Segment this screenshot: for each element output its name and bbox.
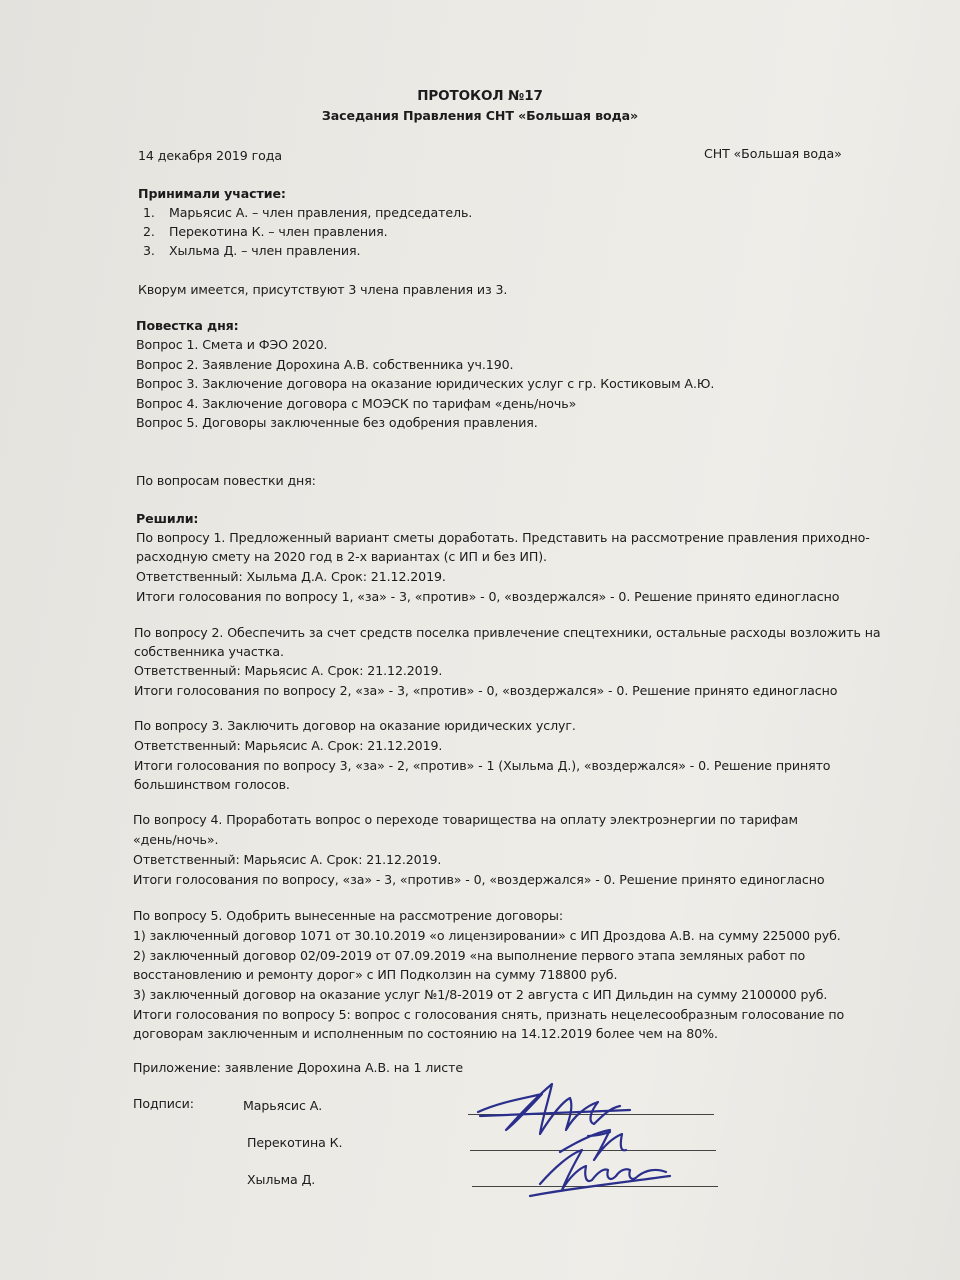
list-number: 3. — [143, 243, 155, 258]
decision-q1-line: расходную смету на 2020 год в 2-х вариантах (с ИП и без ИП). — [136, 549, 547, 564]
decision-q5-contract: 3) заключенный договор на оказание услуг №1/8-2019 от 2 августа с ИП Дильдин на сумму 2100000 руб. — [133, 987, 828, 1002]
participant-item — [143, 243, 360, 258]
participants-heading: Принимали участие: — [138, 186, 286, 201]
agenda-heading: Повестка дня: — [136, 318, 239, 333]
decision-q5-contract: восстановлению и ремонту дорог» с ИП Подколзин на сумму 718800 руб. — [133, 967, 618, 982]
decision-q2-line: собственника участка. — [134, 644, 284, 659]
participant-text: Хыльма Д. – член правления. — [169, 243, 361, 258]
document-subtitle: Заседания Правления СНТ «Большая вода» — [321, 108, 639, 123]
decision-q5-contract: 1) заключенный договор 1071 от 30.10.2019 «о лицензировании» с ИП Дроздова А.В. на сумму 225000 руб. — [133, 928, 841, 943]
agenda-intro: По вопросам повестки дня: — [136, 473, 316, 488]
decision-q2-responsible: Ответственный: Марьясис А. Срок: 21.12.2019. — [134, 663, 443, 678]
decision-q2-line: По вопросу 2. Обеспечить за счет средств поселка привлечение спецтехники, остальные расходы возложить на — [134, 625, 881, 640]
signatory-name: Хыльма Д. — [247, 1172, 316, 1187]
participant-item — [143, 224, 388, 239]
decision-q4-vote: Итоги голосования по вопросу, «за» - 3, «против» - 0, «воздержался» - 0. Решение принято единогласно — [133, 872, 825, 887]
decision-q5-vote: Итоги голосования по вопросу 5: вопрос с голосования снять, признать нецелесообразным голосование по — [133, 1007, 845, 1022]
decision-q3-vote: большинством голосов. — [134, 777, 290, 792]
decision-q5-line: По вопросу 5. Одобрить вынесенные на рассмотрение договоры: — [133, 908, 563, 923]
handwritten-signatures — [470, 1072, 720, 1212]
agenda-item: Вопрос 1. Смета и ФЭО 2020. — [136, 337, 328, 352]
quorum-text: Кворум имеется, присутствуют 3 члена правления из 3. — [138, 282, 508, 297]
list-number: 2. — [143, 224, 155, 239]
decision-q5-contract: 2) заключенный договор 02/09-2019 от 07.09.2019 «на выполнение первого этапа земляных работ по — [133, 948, 806, 963]
decisions-heading: Решили: — [136, 511, 199, 526]
decision-q3-vote: Итоги голосования по вопросу 3, «за» - 2, «против» - 1 (Хыльма Д.), «воздержался» - 0. Решение принято — [134, 758, 831, 773]
signatory-name: Марьясис А. — [243, 1098, 323, 1113]
decision-q3-responsible: Ответственный: Марьясис А. Срок: 21.12.2019. — [134, 738, 443, 753]
agenda-item: Вопрос 4. Заключение договора с МОЭСК по тарифам «день/ночь» — [136, 396, 577, 411]
agenda-item: Вопрос 5. Договоры заключенные без одобрения правления. — [136, 415, 538, 430]
decision-q1-line: По вопросу 1. Предложенный вариант сметы доработать. Представить на рассмотрение правления приходно- — [136, 530, 870, 545]
decision-q1-responsible: Ответственный: Хыльма Д.А. Срок: 21.12.2019. — [136, 569, 446, 584]
document-date: 14 декабря 2019 года — [138, 148, 282, 163]
agenda-item: Вопрос 2. Заявление Дорохина А.В. собственника уч.190. — [136, 357, 514, 372]
signatures-label: Подписи: — [133, 1096, 194, 1111]
participant-text: Перекотина К. – член правления. — [169, 224, 388, 239]
decision-q2-vote: Итоги голосования по вопросу 2, «за» - 3, «против» - 0, «воздержался» - 0. Решение принято единогласно — [134, 683, 838, 698]
organization-name: СНТ «Большая вода» — [704, 146, 842, 161]
list-number: 1. — [143, 205, 155, 220]
decision-q4-line: «день/ночь». — [133, 832, 219, 847]
attachment-note: Приложение: заявление Дорохина А.В. на 1 листе — [133, 1060, 464, 1075]
document-title: ПРОТОКОЛ №17 — [417, 88, 543, 104]
decision-q3-line: По вопросу 3. Заключить договор на оказание юридических услуг. — [134, 718, 576, 733]
decision-q1-vote: Итоги голосования по вопросу 1, «за» - 3, «против» - 0, «воздержался» - 0. Решение принято единогласно — [136, 589, 840, 604]
signatory-name: Перекотина К. — [247, 1135, 343, 1150]
decision-q4-responsible: Ответственный: Марьясис А. Срок: 21.12.2019. — [133, 852, 442, 867]
participant-text: Марьясис А. – член правления, председатель. — [169, 205, 473, 220]
decision-q4-line: По вопросу 4. Проработать вопрос о переходе товарищества на оплату электроэнергии по тарифам — [133, 812, 798, 827]
participant-item — [143, 205, 472, 220]
agenda-item: Вопрос 3. Заключение договора на оказание юридических услуг с гр. Костиковым А.Ю. — [136, 376, 715, 391]
decision-q5-vote: договорам заключенным и исполненным по состоянию на 14.12.2019 более чем на 80%. — [133, 1026, 718, 1041]
